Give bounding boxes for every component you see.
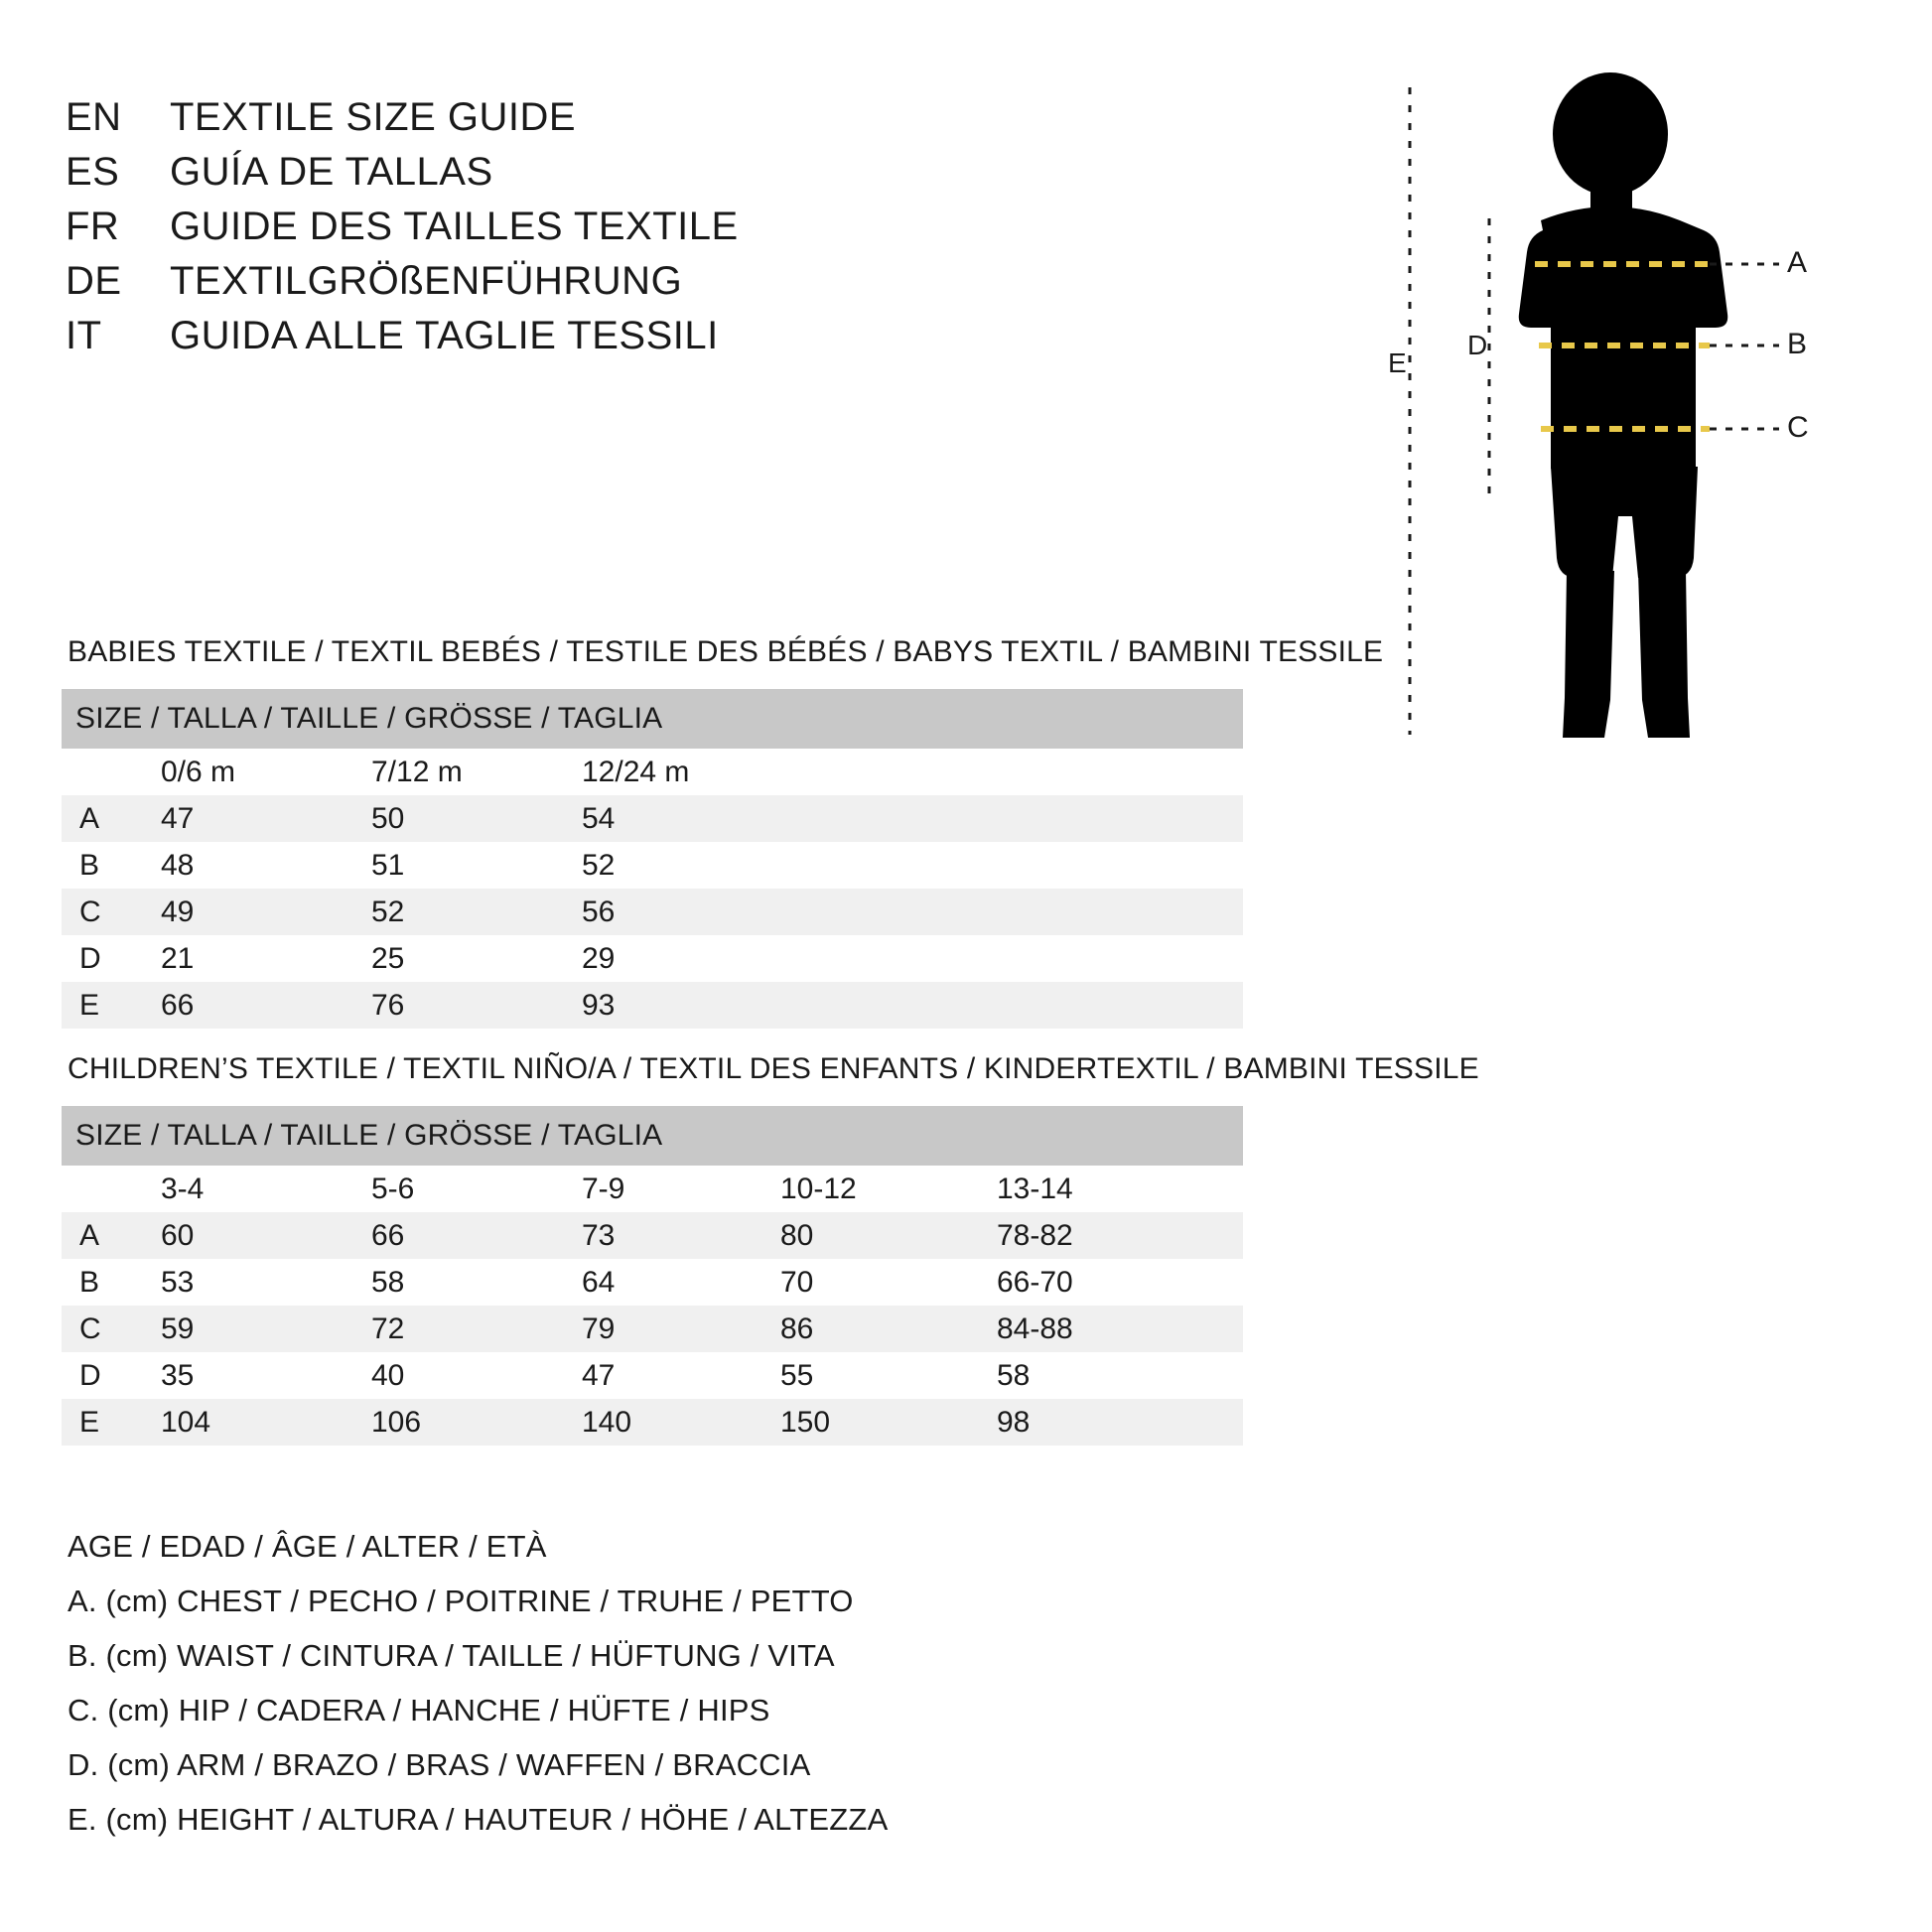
- language-row-fr: [66, 205, 1108, 259]
- language-code-fr: FR: [66, 205, 120, 248]
- babies-cell-e-2: 93: [582, 982, 1243, 1029]
- children-cell-a-0: 60: [161, 1212, 371, 1259]
- language-text-en: TEXTILE SIZE GUIDE: [170, 95, 577, 139]
- babies-cell-e-0: 66: [161, 982, 371, 1029]
- children-row-label-e: E: [62, 1399, 161, 1446]
- children-column-2: 7-9: [582, 1166, 780, 1212]
- babies-column-header-row: [62, 749, 1243, 795]
- language-text-es: GUÍA DE TALLAS: [170, 150, 493, 194]
- children-cell-c-0: 59: [161, 1306, 371, 1352]
- babies-cell-c-2: 56: [582, 889, 1243, 935]
- babies-cell-d-1: 25: [371, 935, 582, 982]
- babies-cell-b-2: 52: [582, 842, 1243, 889]
- children-cell-b-3: 70: [780, 1259, 997, 1306]
- babies-corner-cell: [62, 749, 161, 795]
- table-row: [62, 1352, 1243, 1399]
- language-title-block: [66, 95, 1108, 368]
- children-cell-e-2: 140: [582, 1399, 780, 1446]
- children-cell-d-1: 40: [371, 1352, 582, 1399]
- babies-cell-c-0: 49: [161, 889, 371, 935]
- table-row: [62, 935, 1243, 982]
- children-column-4: 13-14: [997, 1166, 1243, 1212]
- children-cell-c-1: 72: [371, 1306, 582, 1352]
- children-column-0: 3-4: [161, 1166, 371, 1212]
- children-row-label-c: C: [62, 1306, 161, 1352]
- babies-column-1: 7/12 m: [371, 749, 582, 795]
- children-column-3: 10-12: [780, 1166, 997, 1212]
- children-cell-c-4: 84-88: [997, 1306, 1243, 1352]
- children-cell-b-0: 53: [161, 1259, 371, 1306]
- children-corner-cell: [62, 1166, 161, 1212]
- children-cell-a-3: 80: [780, 1212, 997, 1259]
- language-code-es: ES: [66, 150, 120, 194]
- babies-cell-e-1: 76: [371, 982, 582, 1029]
- table-row: [62, 1259, 1243, 1306]
- children-cell-d-2: 47: [582, 1352, 780, 1399]
- figure-label-e: E: [1388, 347, 1407, 378]
- babies-row-label-b: B: [62, 842, 161, 889]
- babies-row-label-a: A: [62, 795, 161, 842]
- language-row-en: [66, 95, 1108, 150]
- legend-line-age: AGE / EDAD / ÂGE / ALTER / ETÀ: [68, 1529, 547, 1564]
- figure-label-a: A: [1787, 246, 1808, 279]
- table-row: [62, 1399, 1243, 1446]
- table-row: [62, 1212, 1243, 1259]
- language-code-it: IT: [66, 314, 102, 357]
- legend-line-b: B. (cm) WAIST / CINTURA / TAILLE / HÜFTUNG / VITA: [68, 1638, 835, 1673]
- table-row: [62, 982, 1243, 1029]
- babies-cell-b-0: 48: [161, 842, 371, 889]
- children-row-label-a: A: [62, 1212, 161, 1259]
- children-cell-e-0: 104: [161, 1399, 371, 1446]
- child-silhouette: [1519, 72, 1728, 738]
- measurement-figure: [1390, 69, 1866, 755]
- babies-column-0: 0/6 m: [161, 749, 371, 795]
- babies-row-label-e: E: [62, 982, 161, 1029]
- table-row: [62, 795, 1243, 842]
- children-row-label-d: D: [62, 1352, 161, 1399]
- legend-line-e: E. (cm) HEIGHT / ALTURA / HAUTEUR / HÖHE / ALTEZZA: [68, 1802, 889, 1837]
- table-row: [62, 842, 1243, 889]
- children-cell-b-2: 64: [582, 1259, 780, 1306]
- figure-label-c: C: [1787, 411, 1809, 444]
- children-cell-c-3: 86: [780, 1306, 997, 1352]
- babies-row-label-c: C: [62, 889, 161, 935]
- measurement-legend: [68, 1519, 1259, 1847]
- figure-label-d: D: [1467, 330, 1488, 360]
- babies-size-table: [62, 689, 1243, 1029]
- language-text-de: TEXTILGRÖßENFÜHRUNG: [170, 259, 683, 303]
- babies-cell-b-1: 51: [371, 842, 582, 889]
- children-cell-a-2: 73: [582, 1212, 780, 1259]
- babies-cell-a-2: 54: [582, 795, 1243, 842]
- language-row-de: [66, 259, 1108, 314]
- children-column-1: 5-6: [371, 1166, 582, 1212]
- children-cell-d-0: 35: [161, 1352, 371, 1399]
- children-cell-e-3: 150: [780, 1399, 997, 1446]
- children-column-header-row: [62, 1166, 1243, 1212]
- babies-cell-a-0: 47: [161, 795, 371, 842]
- language-text-it: GUIDA ALLE TAGLIE TESSILI: [170, 314, 719, 357]
- children-cell-d-3: 55: [780, 1352, 997, 1399]
- children-cell-a-4: 78-82: [997, 1212, 1243, 1259]
- table-row: [62, 889, 1243, 935]
- language-code-en: EN: [66, 95, 122, 139]
- legend-line-d: D. (cm) ARM / BRAZO / BRAS / WAFFEN / BRACCIA: [68, 1747, 811, 1782]
- children-table-header: SIZE / TALLA / TAILLE / GRÖSSE / TAGLIA: [62, 1106, 1243, 1166]
- children-cell-b-4: 66-70: [997, 1259, 1243, 1306]
- babies-table-header: SIZE / TALLA / TAILLE / GRÖSSE / TAGLIA: [62, 689, 1243, 749]
- children-cell-a-1: 66: [371, 1212, 582, 1259]
- table-row: [62, 1306, 1243, 1352]
- figure-label-b: B: [1787, 328, 1808, 360]
- babies-row-label-d: D: [62, 935, 161, 982]
- children-cell-e-1: 106: [371, 1399, 582, 1446]
- children-section-title: CHILDREN’S TEXTILE / TEXTIL NIÑO/A / TEXTIL DES ENFANTS / KINDERTEXTIL / BAMBINI TESSILE: [68, 1052, 1479, 1085]
- language-code-de: DE: [66, 259, 122, 303]
- legend-line-a: A. (cm) CHEST / PECHO / POITRINE / TRUHE / PETTO: [68, 1584, 854, 1618]
- legend-line-c: C. (cm) HIP / CADERA / HANCHE / HÜFTE / HIPS: [68, 1693, 770, 1727]
- babies-section-title: BABIES TEXTILE / TEXTIL BEBÉS / TESTILE DES BÉBÉS / BABYS TEXTIL / BAMBINI TESSILE: [68, 635, 1384, 668]
- language-row-it: [66, 314, 1108, 368]
- babies-cell-d-0: 21: [161, 935, 371, 982]
- language-row-es: [66, 150, 1108, 205]
- babies-cell-a-1: 50: [371, 795, 582, 842]
- babies-cell-c-1: 52: [371, 889, 582, 935]
- children-cell-d-4: 58: [997, 1352, 1243, 1399]
- children-cell-b-1: 58: [371, 1259, 582, 1306]
- babies-cell-d-2: 29: [582, 935, 1243, 982]
- children-cell-e-4: 98: [997, 1399, 1243, 1446]
- children-cell-c-2: 79: [582, 1306, 780, 1352]
- language-text-fr: GUIDE DES TAILLES TEXTILE: [170, 205, 739, 248]
- children-row-label-b: B: [62, 1259, 161, 1306]
- children-size-table: [62, 1106, 1243, 1446]
- babies-column-2: 12/24 m: [582, 749, 1243, 795]
